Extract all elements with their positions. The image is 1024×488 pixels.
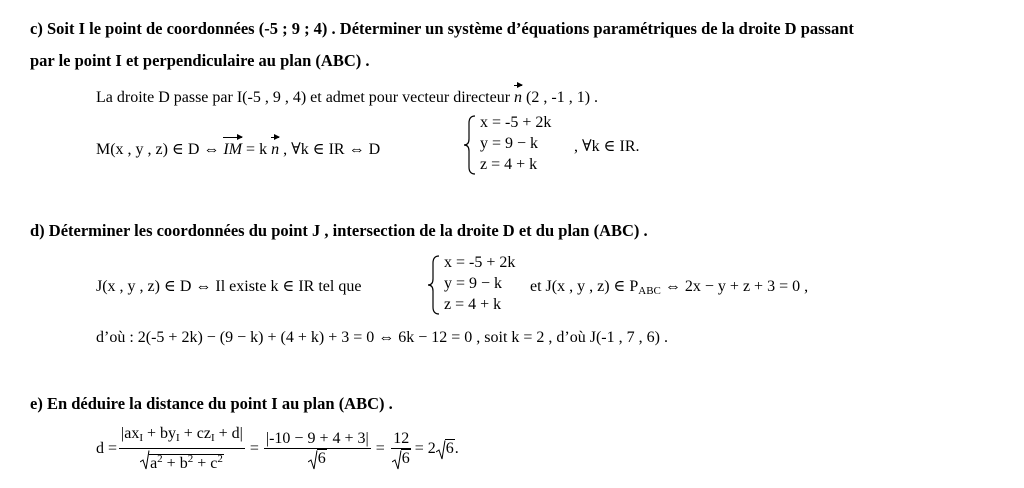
sqrt-6a: 6 xyxy=(308,450,327,468)
question-d: d) Déterminer les coordonnées du point J , intersection de la droite D et du plan (ABC) . xyxy=(30,221,648,240)
fraction-numeric-numerator: |-10 − 9 + 4 + 3| xyxy=(265,430,369,447)
radical-icon xyxy=(140,450,150,470)
sqrt-general: $a^2 + b^2 + c^2$ xyxy=(140,450,224,473)
equivalence-c xyxy=(96,136,380,159)
vector-n xyxy=(514,84,522,106)
line-d-post xyxy=(530,276,808,297)
question-c-line2: par le point I et perpendiculaire au plan (ABC) . xyxy=(30,51,370,70)
fraction-general-denominator xyxy=(138,449,226,473)
equiv-c-pre: M(x , y , z) ∈ D ⇔ xyxy=(96,141,224,158)
d-equals: d = xyxy=(96,440,118,457)
system-c-z: z = 4 + k xyxy=(480,156,538,173)
equiv-c-post: , ∀k ∈ IR ⇔ D xyxy=(279,141,381,158)
vector-IM xyxy=(223,136,242,158)
fraction-simplified-denominator xyxy=(390,449,413,468)
vector-n-label: n xyxy=(514,89,523,106)
fraction-general-numerator: $|ax_I + by_I + cz_I + d|$ xyxy=(119,425,245,449)
equiv-c-mid: = k xyxy=(242,141,272,158)
sqrt-final: 6 xyxy=(436,440,455,458)
fraction-simplified xyxy=(390,430,413,468)
brace-icon xyxy=(462,114,478,176)
radical-icon xyxy=(308,450,318,470)
question-e: e) En déduire la distance du point I au plan (ABC) . xyxy=(30,394,393,413)
system-d-z: z = 4 + k xyxy=(444,296,502,313)
equiv-c-end: , ∀k ∈ IR. xyxy=(574,138,640,155)
plane-subscript: ABC xyxy=(638,285,661,297)
statement-c-post: (2 , -1 , 1) . xyxy=(522,89,599,106)
vector-n2-label: n xyxy=(271,141,280,158)
system-d-y: y = 9 − k xyxy=(444,275,503,292)
line-d-post-2: ⇔ 2x − y + z + 3 = 0 , xyxy=(660,278,809,295)
system-d xyxy=(426,254,536,316)
vector-IM-label: IM xyxy=(223,141,243,158)
radical-icon xyxy=(436,440,446,460)
brace-icon xyxy=(426,254,442,316)
system-c-x: x = -5 + 2k xyxy=(480,114,552,131)
system-c xyxy=(462,114,582,176)
line-d-pre: J(x , y , z) ∈ D ⇔ Il existe k ∈ IR tel que xyxy=(96,278,362,295)
conclusion-d: d’où : 2(-5 + 2k) − (9 − k) + (4 + k) + 3 = 0 ⇔ 6k − 12 = 0 , soit k = 2 , d’où J(-1 , 7 , 6) . xyxy=(96,329,668,346)
system-d-x: x = -5 + 2k xyxy=(444,254,516,271)
statement-c-pre: La droite D passe par I(-5 , 9 , 4) et admet pour vecteur directeur xyxy=(96,89,515,106)
fraction-numeric xyxy=(264,430,371,468)
final-post: . xyxy=(454,440,459,457)
fraction-simplified-numerator: 12 xyxy=(393,430,410,447)
distance-formula xyxy=(96,425,459,473)
fraction-general xyxy=(119,425,245,473)
statement-c xyxy=(96,84,598,107)
fraction-numeric-denominator xyxy=(306,449,329,468)
sqrt-6b: 6 xyxy=(392,450,411,468)
equals-1: = xyxy=(249,440,259,457)
question-c-line1: c) Soit I le point de coordonnées (-5 ; 9 ; 4) . Déterminer un système d’équations paramétriques de la droite D passant xyxy=(30,19,854,38)
equals-2: = xyxy=(375,440,385,457)
radical-icon xyxy=(392,450,402,470)
final-pre: = 2 xyxy=(414,440,436,457)
vector-n2 xyxy=(271,136,279,158)
line-d-post-1: et J(x , y , z) ∈ P xyxy=(530,278,639,295)
system-c-y: y = 9 − k xyxy=(480,135,539,152)
